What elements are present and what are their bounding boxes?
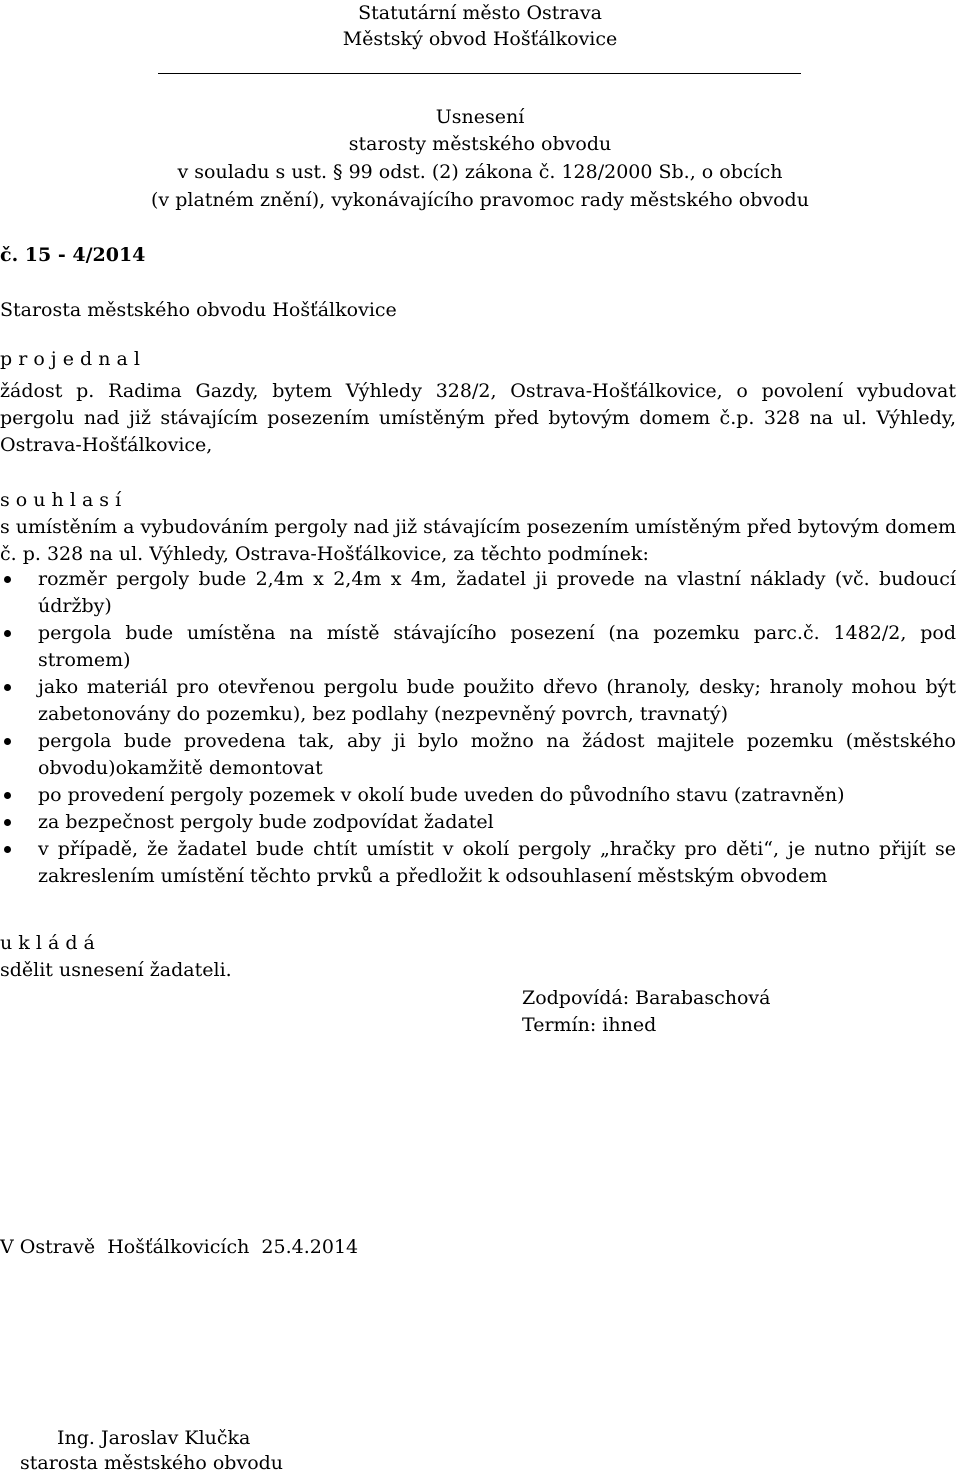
responsible-person: Zodpovídá: Barabaschová — [522, 987, 771, 1009]
condition-item: jako materiál pro otevřenou pergolu bude použito dřevo (hranoly, desky; hranoly mohou být zabetonovány do pozemku), bez podlahy (nezpevněný povrch, travnatý) — [0, 674, 956, 728]
legal-basis-line1: v souladu s ust. § 99 odst. (2) zákona č. 128/2000 Sb., o obcích — [177, 161, 783, 183]
heading-orders: u k l á d á — [0, 932, 95, 954]
signatory-role: starosta městského obvodu — [20, 1452, 284, 1474]
condition-item: v případě, že žadatel bude chtít umístit v okolí pergoly „hračky pro děti“, je nutno přijít se zakreslením umístění těchto prvků a předložit k odsouhlasení městským obvodem — [0, 836, 956, 890]
signatory-name: Ing. Jaroslav Klučka — [57, 1427, 251, 1449]
resolution-number: č. 15 - 4/2014 — [0, 244, 146, 266]
heading-agrees: s o u h l a s í — [0, 489, 122, 511]
condition-item: rozměr pergoly bude 2,4m x 2,4m x 4m, žadatel ji provede na vlastní náklady (vč. budoucí údržby) — [0, 566, 956, 620]
condition-item: za bezpečnost pergoly bude zodpovídat žadatel — [0, 809, 956, 836]
document-title: Usnesení — [435, 106, 525, 128]
header-city: Statutární město Ostrava — [358, 2, 602, 24]
condition-item: pergola bude umístěna na místě stávajícího posezení (na pozemku parc.č. 1482/2, pod stromem) — [0, 620, 956, 674]
deadline: Termín: ihned — [522, 1014, 657, 1036]
header-district: Městský obvod Hošťálkovice — [342, 28, 618, 50]
discussed-text: žádost p. Radima Gazdy, bytem Výhledy 328/2, Ostrava-Hošťálkovice, o povolení vybudovat pergolu nad již stávajícím posezením umístěným před bytovým domem č.p. 328 na ul. Výhledy, Ostrava-Hošťálkovice, — [0, 380, 956, 456]
orders-text: sdělit usnesení žadateli. — [0, 959, 232, 981]
agrees-text: s umístěním a vybudováním pergoly nad již stávajícím posezením umístěným před bytovým domem č. p. 328 na ul. Výhledy, Ostrava-Hošťálkovice, za těchto podmínek: — [0, 516, 956, 565]
legal-basis-line2: (v platném znění), vykonávajícího pravomoc rady městského obvodu — [151, 189, 809, 211]
document-subtitle: starosty městského obvodu — [348, 133, 612, 155]
condition-item: pergola bude provedena tak, aby ji bylo možno na žádost majitele pozemku (městského obvodu)okamžitě demontovat — [0, 728, 956, 782]
condition-item: po provedení pergoly pozemek v okolí bude uveden do původního stavu (zatravněn) — [0, 782, 956, 809]
header-divider — [158, 73, 801, 74]
conditions-list — [0, 566, 956, 890]
heading-discussed: p r o j e d n a l — [0, 348, 140, 370]
place-date: V Ostravě Hošťálkovicích 25.4.2014 — [0, 1236, 359, 1258]
issuer: Starosta městského obvodu Hošťálkovice — [0, 299, 397, 321]
